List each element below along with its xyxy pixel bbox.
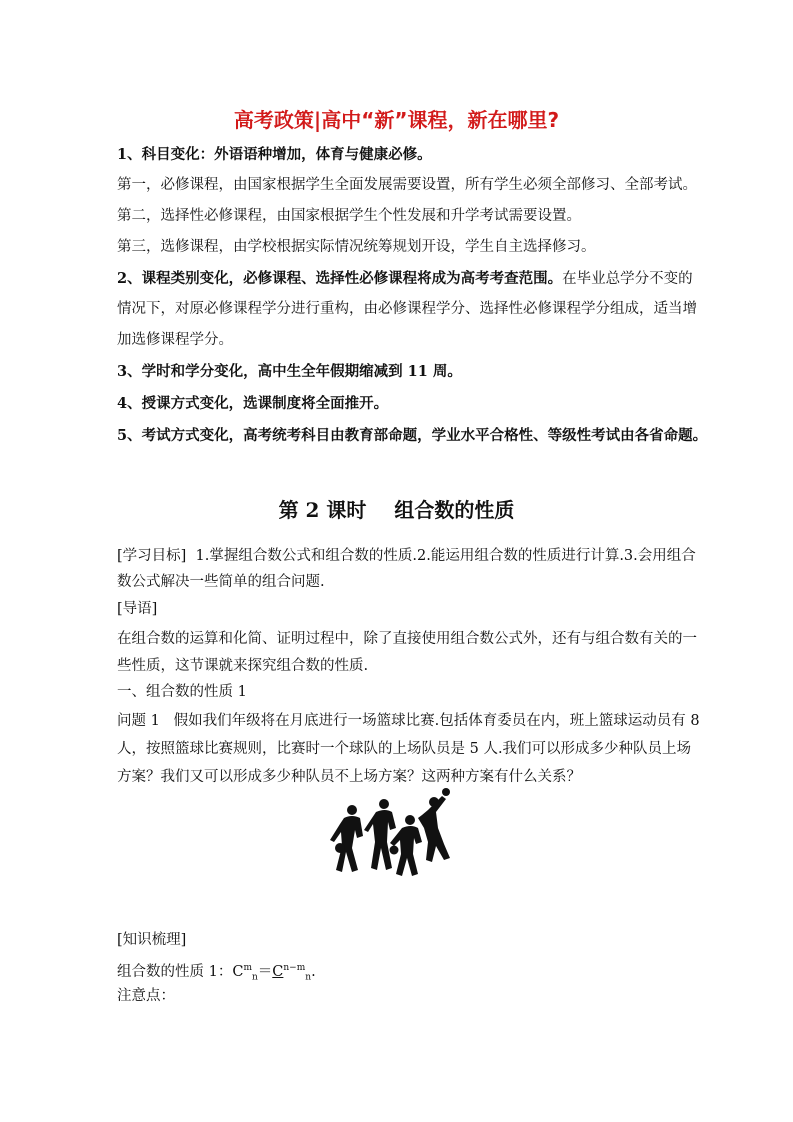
objectives-label: [学习目标] <box>117 548 187 564</box>
policy-second: 第二，选择性必修课程，由国家根据学生个性发展和升学考试需要设置。 <box>117 208 581 224</box>
problem-line-1 <box>117 706 700 737</box>
intro-line-1: 在组合数的运算和化简、证明过程中，除了直接使用组合数公式外，还有与组合数有关的一 <box>117 631 697 647</box>
problem-line-2: 人，按照篮球比赛规则，比赛时一个球队的上场队员是 5 人.我们可以形成多少种队员上场 <box>117 741 692 757</box>
policy-item-2-bold: 2、课程类别变化，必修课程、选择性必修课程将成为高考考查范围。 <box>117 270 563 287</box>
policy-title: 高考政策|高中“新”课程，新在哪里? <box>233 108 560 132</box>
property-sub-2: n <box>305 972 312 983</box>
policy-third: 第三，选修课程，由学校根据实际情况统筹规划开设，学生自主选择修习。 <box>117 239 596 255</box>
policy-item-4: 4、授课方式变化，选课制度将全面推开。 <box>117 395 389 412</box>
policy-item-2 <box>117 263 692 295</box>
policy-first: 第一，必修课程，由国家根据学生全面发展需要设置，所有学生必须全部修习、全部考试。 <box>117 177 697 193</box>
property-end: . <box>311 963 316 980</box>
property-prefix: 组合数的性质 1：C <box>117 963 244 980</box>
lesson-number: 第 2 课时 <box>278 498 367 522</box>
section-1-heading: 一、组合数的性质 1 <box>117 684 247 700</box>
policy-item-2-line-3: 加选修课程学分。 <box>117 332 233 348</box>
basketball-players-illustration <box>330 788 465 878</box>
policy-item-2-line-2: 情况下，对原必修课程学分进行重构，由必修课程学分、选择性必修课程学分组成，适当增 <box>117 301 697 317</box>
lesson-topic: 组合数的性质 <box>394 498 515 522</box>
problem-line-3: 方案？我们又可以形成多少种队员不上场方案？这两种方案有什么关系？ <box>117 769 581 785</box>
intro-line-2: 些性质，这节课就来探究组合数的性质. <box>117 658 369 674</box>
property-sup-2: n−m <box>283 963 306 973</box>
policy-item-2-rest: 在毕业总学分不变的 <box>562 271 693 287</box>
knowledge-label: [知识梳理] <box>117 932 187 948</box>
intro-label: [导语] <box>117 601 158 617</box>
lesson-title <box>0 494 793 523</box>
problem-text-1: 假如我们年级将在月底进行一场篮球比赛.包括体育委员在内，班上篮球运动员有 8 <box>173 713 700 729</box>
policy-item-3: 3、学时和学分变化，高中生全年假期缩减到 11 周。 <box>117 363 462 380</box>
property-equals: ＝ <box>257 963 273 980</box>
policy-item-1: 1、科目变化：外语语种增加，体育与健康必修。 <box>117 146 432 163</box>
objectives-line-2: 数公式解决一些简单的组合问题. <box>117 574 325 590</box>
problem-label: 问题 1 <box>117 713 160 729</box>
note-label: 注意点： <box>117 988 175 1004</box>
objectives-text-1: 1.掌握组合数公式和组合数的性质.2.能运用组合数的性质进行计算.3.会用组合 <box>195 548 696 564</box>
property-sub-1: n <box>251 972 258 983</box>
policy-item-5: 5、考试方式变化，高考统考科目由教育部命题，学业水平合格性、等级性考试由各省命题。 <box>117 427 708 444</box>
property-blank: C <box>272 963 284 980</box>
property-sup-1: m <box>243 963 252 973</box>
